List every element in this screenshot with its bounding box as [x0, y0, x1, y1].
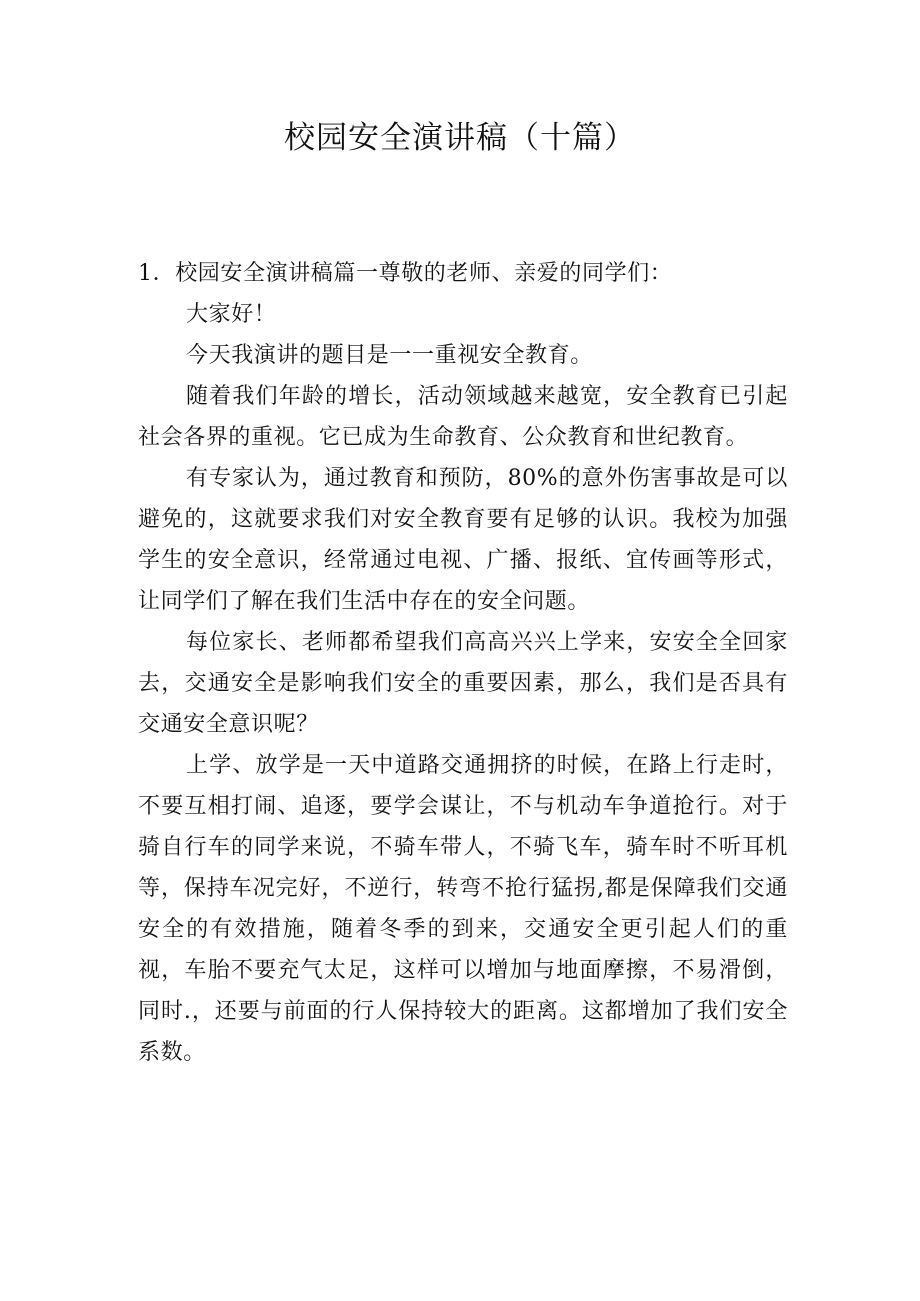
paragraph-importance: 随着我们年龄的增长，活动领域越来越宽，安全教育已引起社会各界的重视。它已成为生命教育、公众教育和世纪教育。 — [138, 384, 788, 450]
paragraph-traffic-safety: 上学、放学是一天中道路交通拥挤的时候，在路上行走时，不要互相打闹、追逐，要学会谋让，不与机动车争道抢行。对于骑自行车的同学来说，不骑车带人，不骑飞车，骑车时不听耳机等，保持车况完好，不逆行，转弯不抢行猛拐,都是保障我们交通安全的有效措施，随着冬季的到来，交通安全更引起人们的重视，车胎不要充气太足，这样可以增加与地面摩擦，不易滑倒，同时.，还要与前面的行人保持较大的距离。这都增加了我们安全系数。 — [138, 753, 788, 1065]
paragraph-prevention: 有专家认为，通过教育和预防，80%的意外伤害事故是可以避免的，这就要求我们对安全教育要有足够的认识。我校为加强学生的安全意识，经常通过电视、广播、报纸、宜传画等形式，让同学们了解在我们生活中存在的安全问题。 — [138, 466, 788, 614]
paragraph-topic: 今天我演讲的题目是一一重视安全教育。 — [186, 343, 593, 368]
paragraph-greeting: 大家好！ — [186, 302, 277, 327]
document-body — [138, 253, 788, 1073]
document-title: 校园安全演讲稿（十篇） — [284, 120, 636, 156]
section-heading: 1．校园安全演讲稿篇一尊敬的老师、亲爱的同学们： — [138, 261, 673, 286]
paragraph-traffic-awareness: 每位家长、老师都希望我们高高兴兴上学来，安安全全回家去，交通安全是影响我们安全的重要因素，那么，我们是否具有交通安全意识呢？ — [138, 630, 788, 737]
